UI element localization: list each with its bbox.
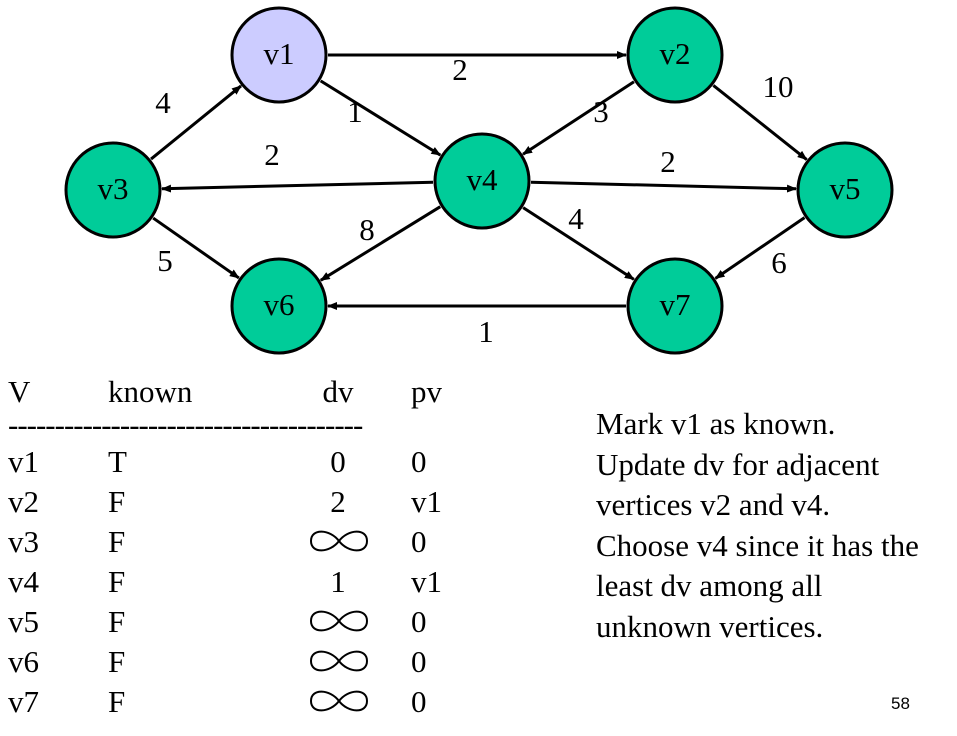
cell-vertex: v4 — [8, 564, 39, 599]
infinity-icon — [306, 526, 372, 556]
node-label-v5: v5 — [829, 171, 861, 207]
header-v: V — [8, 374, 31, 409]
edge-weight-v1-v2: 2 — [452, 52, 468, 88]
cell-dv: 2 — [330, 484, 346, 519]
cell-known: F — [108, 604, 126, 639]
node-label-v7: v7 — [659, 287, 691, 323]
table-body — [8, 442, 442, 722]
table-row — [8, 522, 427, 562]
cell-known: F — [108, 484, 126, 519]
node-label-v6: v6 — [263, 287, 295, 323]
header-known: known — [108, 374, 193, 409]
note-line: Update dv for adjacent — [596, 446, 880, 482]
infinity-icon — [306, 646, 372, 676]
cell-pv: 0 — [411, 644, 427, 679]
edge-weight-v4-v3: 2 — [264, 137, 280, 173]
table-row — [8, 642, 427, 682]
table-row — [8, 602, 427, 642]
node-label-v3: v3 — [97, 171, 129, 207]
cell-pv: 0 — [411, 604, 427, 639]
cell-vertex: v2 — [8, 484, 39, 519]
cell-dv: 0 — [330, 444, 346, 479]
edge-weight-v2-v4: 3 — [593, 94, 609, 130]
slide-number: 58 — [891, 694, 910, 713]
cell-pv: v1 — [411, 484, 442, 519]
cell-known: T — [108, 444, 127, 479]
cell-pv: v1 — [411, 564, 442, 599]
step-note — [596, 404, 919, 647]
cell-vertex: v7 — [8, 684, 39, 719]
header-pv: pv — [411, 374, 442, 409]
edge-v4-v5 — [531, 182, 796, 189]
node-label-v2: v2 — [659, 36, 691, 72]
cell-vertex: v6 — [8, 644, 39, 679]
infinity-icon — [306, 606, 372, 636]
edge-v1-v4 — [321, 81, 441, 155]
edge-weight-v1-v4: 1 — [347, 94, 363, 130]
edge-weight-v7-v6: 1 — [478, 314, 494, 350]
cell-pv: 0 — [411, 444, 427, 479]
edge-weight-v4-v5: 2 — [660, 144, 676, 180]
cell-known: F — [108, 644, 126, 679]
cell-vertex: v1 — [8, 444, 39, 479]
cell-pv: 0 — [411, 684, 427, 719]
note-line: unknown vertices. — [596, 608, 824, 644]
table-header-row — [8, 372, 442, 412]
edge-weight-v5-v7: 6 — [771, 245, 787, 281]
edge-weight-v3-v1: 4 — [155, 85, 171, 121]
table-divider: -------------------------------------- — [8, 407, 363, 442]
cell-known: F — [108, 524, 126, 559]
table-row — [8, 442, 427, 482]
distance-table — [8, 372, 442, 722]
cell-pv: 0 — [411, 524, 427, 559]
cell-known: F — [108, 564, 126, 599]
node-label-v1: v1 — [263, 36, 295, 72]
edge-v5-v7 — [715, 218, 804, 279]
edge-v2-v4 — [523, 82, 634, 154]
note-line: vertices v2 and v4. — [596, 487, 831, 522]
cell-vertex: v3 — [8, 524, 39, 559]
note-line: Mark v1 as known. — [596, 406, 836, 441]
infinity-icon — [306, 686, 372, 716]
edge-v4-v3 — [162, 182, 433, 189]
table-row — [8, 562, 442, 602]
edge-weight-v4-v7: 4 — [568, 201, 584, 237]
note-line: least dv among all — [596, 568, 823, 603]
table-row — [8, 482, 442, 522]
edge-v4-v6 — [321, 207, 441, 281]
edge-weight-v4-v6: 8 — [359, 212, 375, 248]
cell-vertex: v5 — [8, 604, 39, 639]
edge-weight-v3-v6: 5 — [157, 243, 173, 279]
header-dv: dv — [322, 374, 354, 409]
table-row — [8, 682, 427, 722]
node-label-v4: v4 — [466, 162, 498, 198]
cell-dv: 1 — [330, 564, 346, 599]
edge-weight-v2-v5: 10 — [762, 69, 794, 105]
cell-known: F — [108, 684, 126, 719]
note-line: Choose v4 since it has the — [596, 527, 919, 563]
